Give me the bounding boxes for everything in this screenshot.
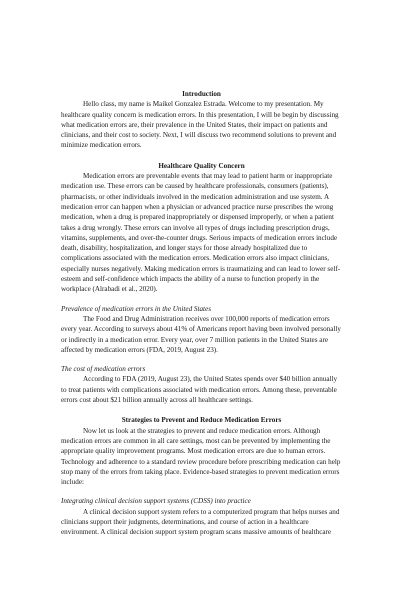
spacer bbox=[61, 151, 342, 161]
introduction-paragraph: Hello class, my name is Maikel Gonzalez Estrada. Welcome to my presentation. My healthcare quality concern is medication errors. In this presentation, I will be begin by discussing what medication errors are, their prevalence in the United States, their impact on patients and clinicians, and their cost to society. Next, I will discuss two recommend solutions to prevent and minimize medication errors. bbox=[61, 100, 339, 150]
healthcare-quality-concern-paragraph: Medication errors are preventable events that may lead to patient harm or inappropriate medication use. These errors can be caused by healthcare professionals, consumers (patients), pharmacists, or other individuals involved in the medication administration and use system. A medication error can happen when a physician or advanced practice nurse prescribes the wrong medication, when a drug is prepared inappropriately or dispensed improperly, or when a patient takes a drug wrongly. These errors can involve all types of drugs including prescription drugs, vitamins, supplements, and over-the-counter drugs. Serious impacts of medication errors include death, disability, hospitalization, and longer stays for those already hospitalized due to complications associated with the medication errors. Medication errors also impact clinicians, especially nurses negatively. Making medication errors is traumatizing and can lead to lower self-esteem and self-confidence which impacts the ability of a nurse to function properly in the workplace (Alrabadi et al., 2020). bbox=[61, 172, 341, 294]
prevalence-subheading: Prevalence of medication errors in the United States bbox=[61, 304, 211, 313]
healthcare-quality-concern-heading: Healthcare Quality Concern bbox=[158, 161, 245, 170]
cost-paragraph: According to FDA (2019, August 23), the United States spends over $40 billion annually to treat patients with complications associated with medication errors. Among these, preventable errors cost about $21 billion annually across all healthcare settings. bbox=[61, 375, 338, 405]
strategies-heading: Strategies to Prevent and Reduce Medication Errors bbox=[121, 416, 282, 425]
introduction-heading: Introduction bbox=[182, 90, 221, 98]
cdss-subheading: Integrating clinical decision support systems (CDSS) into practice bbox=[61, 497, 251, 506]
spacer bbox=[61, 405, 342, 415]
strategies-paragraph: Now let us look at the strategies to prevent and reduce medication errors. Although medication errors are common in all care settings, most can be prevented by implementing the appropriate quality improvement programs. Most medication errors are due to human errors. Technology and adherence to a standard review procedure before prescribing medication can help stop many of the errors from taking place. Evidence-based strategies to prevent medication errors include: bbox=[61, 426, 341, 487]
prevalence-paragraph: The Food and Drug Administration receives over 100,000 reports of medication errors every year. According to surveys about 41% of Americans report having been involved personally or indirectly in a medication error. Every year, over 7 million patients in the United States are affected by medication errors (FDA, 2019, August 23). bbox=[61, 314, 341, 354]
cost-subheading: The cost of medication errors bbox=[61, 365, 146, 374]
cdss-paragraph: A clinical decision support system refers to a computerized program that helps nurses and clinicians support their judgments, determinations, and course of action in a healthcare environment. A clinical decision support system program scans massive amounts of healthcare bbox=[61, 507, 340, 537]
